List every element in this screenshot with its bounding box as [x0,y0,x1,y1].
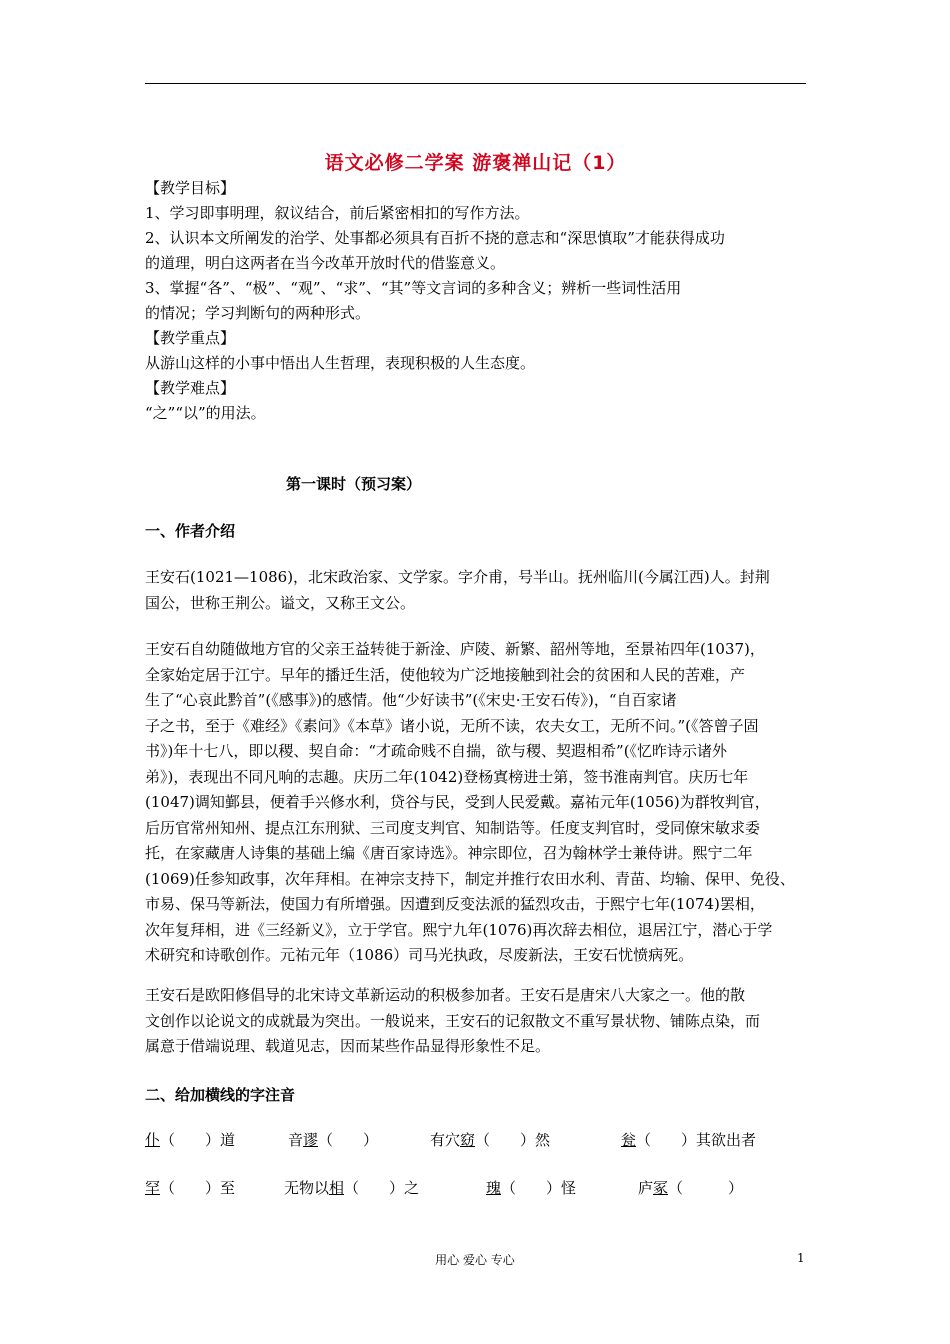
text-line: 国公，世称王荆公。谥文，又称王文公。 [145,593,416,612]
author-paragraph-2 [145,637,810,969]
pinyin-item: 瓮（ ）其欲出者 [621,1131,757,1149]
pinyin-item: 庐冢（ ） [638,1179,744,1197]
goal-1: 1、学习即事明理，叙议结合，前后紧密相扣的写作方法。 [145,204,530,222]
text-line: (1047)调知鄞县，便着手兴修水利，贷谷与民，受到人民爱戴。嘉祐元年(1056)为群牧判官， [145,793,770,811]
pinyin-item: 音谬（ ） [288,1131,379,1149]
pinyin-item: 有穴窈（ ）然 [430,1131,551,1149]
text-line: 全家始定居于江宁。早年的播迁生活，使他较为广泛地接触到社会的贫困和人民的苦难，产 [145,665,746,684]
key-heading: 【教学重点】 [145,329,236,347]
text-line: 生了“心哀此黔首”(《感事》)的感情。他“少好读书”(《宋史·王安石传》)，“自百家诸 [145,691,677,709]
difficulty-heading: 【教学难点】 [145,379,236,397]
pinyin-item: 瑰（ ）怪 [486,1179,577,1197]
text-line: 托，在家藏唐人诗集的基础上编《唐百家诗选》。神宗即位，召为翰林学士兼侍讲。熙宁二年 [145,844,753,862]
text-line: (1069)任参知政事，次年拜相。在神宗支持下，制定并推行农田水利、青苗、均输、保甲、免役、 [145,869,795,888]
goal-2-line-2: 的道理，明白这两者在当今改革开放时代的借鉴意义。 [145,254,506,272]
text-line: 后历官常州知州、提点江东刑狱、三司度支判官、知制诰等。任度支判官时，受同僚宋敏求委 [145,818,761,837]
text-line: 次年复拜相，进《三经新义》，立于学官。熙宁九年(1076)再次辞去相位，退居江宁，潜心于学 [145,920,773,939]
footer-text: 用心 爱心 专心 [435,1253,515,1267]
text-line: 术研究和诗歌创作。元祐元年（1086）司马光执政，尽废新法，王安石忧愤病死。 [145,946,694,964]
text-line: 弟》)，表现出不同凡响的志趣。庆历二年(1042)登杨寘榜进士第，签书淮南判官。庆历七年 [145,767,749,786]
part2-heading: 二、给加横线的字注音 [145,1086,296,1104]
pinyin-item: 仆（ ）道 [145,1131,236,1149]
goal-2-line-1: 2、认识本文所阐发的治学、处事都必须具有百折不挠的意志和“深思慎取”才能获得成功 [145,229,725,247]
text-line: 属意于借端说理、载道见志，因而某些作品显得形象性不足。 [145,1037,551,1055]
author-paragraph-3 [145,983,810,1060]
part1-heading: 一、作者介绍 [145,522,236,540]
key-text: 从游山这样的小事中悟出人生哲理，表现积极的人生态度。 [145,354,536,372]
text-line: 王安石自幼随做地方官的父亲王益转徙于新淦、庐陵、新繁、韶州等地，至景祐四年(1037)， [145,640,765,658]
page-number: 1 [797,1251,805,1265]
text-line: 王安石是欧阳修倡导的北宋诗文革新运动的积极参加者。王安石是唐宋八大家之一。他的散 [145,986,746,1004]
goals-heading: 【教学目标】 [145,179,236,197]
text-line: 市易、保马等新法，使国力有所增强。因遭到反变法派的猛烈攻击，于熙宁七年(1074)罢相， [145,895,765,913]
goal-3-line-1: 3、掌握“各”、“极”、“观”、“求”、“其”等文言词的多种含义；辨析一些词性活用 [145,279,682,297]
lesson-heading: 第一课时（预习案） [286,475,422,493]
text-line: 王安石(1021—1086)，北宋政治家、文学家。字介甫，号半山。抚州临川(今属江西)人。封荆 [145,568,770,586]
goal-3-line-2: 的情况；学习判断句的两种形式。 [145,304,371,322]
page-title: 语文必修二学案 游褒禅山记（1） [324,152,627,174]
author-paragraph-1 [145,565,810,616]
header-rule [145,83,806,84]
text-line: 文创作以论说文的成就最为突出。一般说来，王安石的记叙散文不重写景状物、铺陈点染，而 [145,1011,761,1030]
text-line: 子之书，至于《难经》《素问》《本草》诸小说，无所不读，农夫女工，无所不问。”(《答曾子固 [145,716,759,735]
difficulty-text: “之”“以”的用法。 [145,404,266,422]
pinyin-item: 罕（ ）至 [145,1179,236,1197]
pinyin-item: 无物以相（ ）之 [284,1179,420,1197]
text-line: 书》)年十七八，即以稷、契自命：“才疏命贱不自揣，欲与稷、契遐相希”(《忆昨诗示诸外 [145,742,728,760]
